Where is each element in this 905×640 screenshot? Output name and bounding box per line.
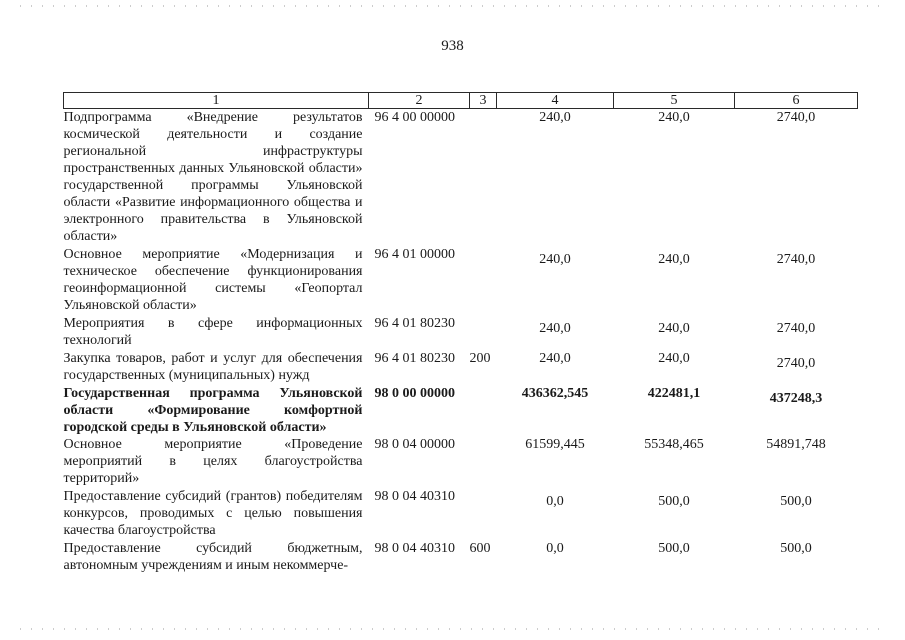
column-header-value-1: 4 xyxy=(497,93,614,109)
row-value-2: 240,0 xyxy=(658,321,690,336)
row-vr: 200 xyxy=(469,351,491,366)
row-name: Подпрограмма «Внедрение результатов космической деятельности и создание региональной инфраструктуры пространственных данных Ульяновской области» государственной программы Ульяновской области «Развитие информационного общества и электронного правительства в Ульяновской области» xyxy=(63,110,363,244)
row-value-1: 436362,545 xyxy=(521,386,589,401)
row-code: 98 0 04 40310 xyxy=(374,489,455,504)
row-value-1: 240,0 xyxy=(539,252,571,267)
row-name: Закупка товаров, работ и услуг для обеспечения государственных (муниципальных) нужд xyxy=(63,351,363,383)
row-vr xyxy=(470,436,497,487)
row-value-1: 0,0 xyxy=(546,494,564,509)
row-vr xyxy=(470,487,497,539)
row-name: Основное мероприятие «Модернизация и техническое обеспечение функционирования геоинформационной системы «Геопортал Ульяновской области» xyxy=(63,247,363,313)
budget-table xyxy=(63,92,858,574)
table-row xyxy=(64,384,858,436)
row-name: Основное мероприятие «Проведение мероприятий в целях благоустройства территорий» xyxy=(63,437,363,486)
row-code: 98 0 04 00000 xyxy=(374,437,455,452)
row-value-2: 500,0 xyxy=(658,494,690,509)
row-name: Предоставление субсидий бюджетным, автономным учреждениям и иным некоммерче- xyxy=(63,541,363,573)
row-value-3: 500,0 xyxy=(780,494,812,509)
row-value-1: 61599,445 xyxy=(525,437,585,452)
row-value-3: 2740,0 xyxy=(776,356,816,371)
scan-artifact-bottom xyxy=(20,628,885,630)
row-vr xyxy=(470,384,497,436)
table-row xyxy=(64,245,858,314)
column-header-code: 2 xyxy=(369,93,470,109)
row-value-2: 500,0 xyxy=(658,541,690,556)
row-value-3: 2740,0 xyxy=(776,110,816,125)
row-value-3: 500,0 xyxy=(780,541,812,556)
row-code: 98 0 00 00000 xyxy=(374,386,455,401)
row-code: 96 4 01 80230 xyxy=(374,351,455,366)
column-header-name: 1 xyxy=(64,93,369,109)
column-header-value-3: 6 xyxy=(735,93,858,109)
table-row xyxy=(64,487,858,539)
row-code: 96 4 01 00000 xyxy=(374,247,455,262)
column-header-vr: 3 xyxy=(470,93,497,109)
row-value-1: 240,0 xyxy=(539,321,571,336)
row-code: 96 4 01 80230 xyxy=(374,316,455,331)
page-number: 938 xyxy=(441,38,464,54)
row-value-3: 2740,0 xyxy=(776,321,816,336)
row-value-2: 240,0 xyxy=(658,252,690,267)
row-value-3: 2740,0 xyxy=(776,252,816,267)
table-row xyxy=(64,314,858,349)
row-vr xyxy=(470,245,497,314)
row-value-3: 54891,748 xyxy=(766,437,826,452)
table-row xyxy=(64,349,858,384)
row-value-1: 240,0 xyxy=(539,351,571,366)
column-header-value-2: 5 xyxy=(614,93,735,109)
row-name: Предоставление субсидий (грантов) победителям конкурсов, проводимых с целью повышения качества благоустройства xyxy=(63,489,363,538)
row-value-2: 240,0 xyxy=(658,110,690,125)
row-code: 96 4 00 00000 xyxy=(374,110,455,125)
table-row xyxy=(64,539,858,574)
scan-artifact-top xyxy=(20,5,885,7)
row-name: Мероприятия в сфере информационных технологий xyxy=(63,316,363,348)
row-value-2: 240,0 xyxy=(658,351,690,366)
table-header-row xyxy=(64,93,858,109)
row-value-3: 437248,3 xyxy=(769,391,823,406)
row-value-1: 0,0 xyxy=(546,541,564,556)
row-code: 98 0 04 40310 xyxy=(374,541,455,556)
row-vr: 600 xyxy=(469,541,491,556)
row-value-2: 55348,465 xyxy=(644,437,704,452)
table-row xyxy=(64,109,858,246)
row-value-1: 240,0 xyxy=(539,110,571,125)
table-row xyxy=(64,436,858,487)
row-vr xyxy=(470,314,497,349)
row-name: Государственная программа Ульяновской области «Формирование комфортной городской среды в Ульяновской области» xyxy=(63,386,363,435)
row-vr xyxy=(470,109,497,246)
row-value-2: 422481,1 xyxy=(647,386,701,401)
